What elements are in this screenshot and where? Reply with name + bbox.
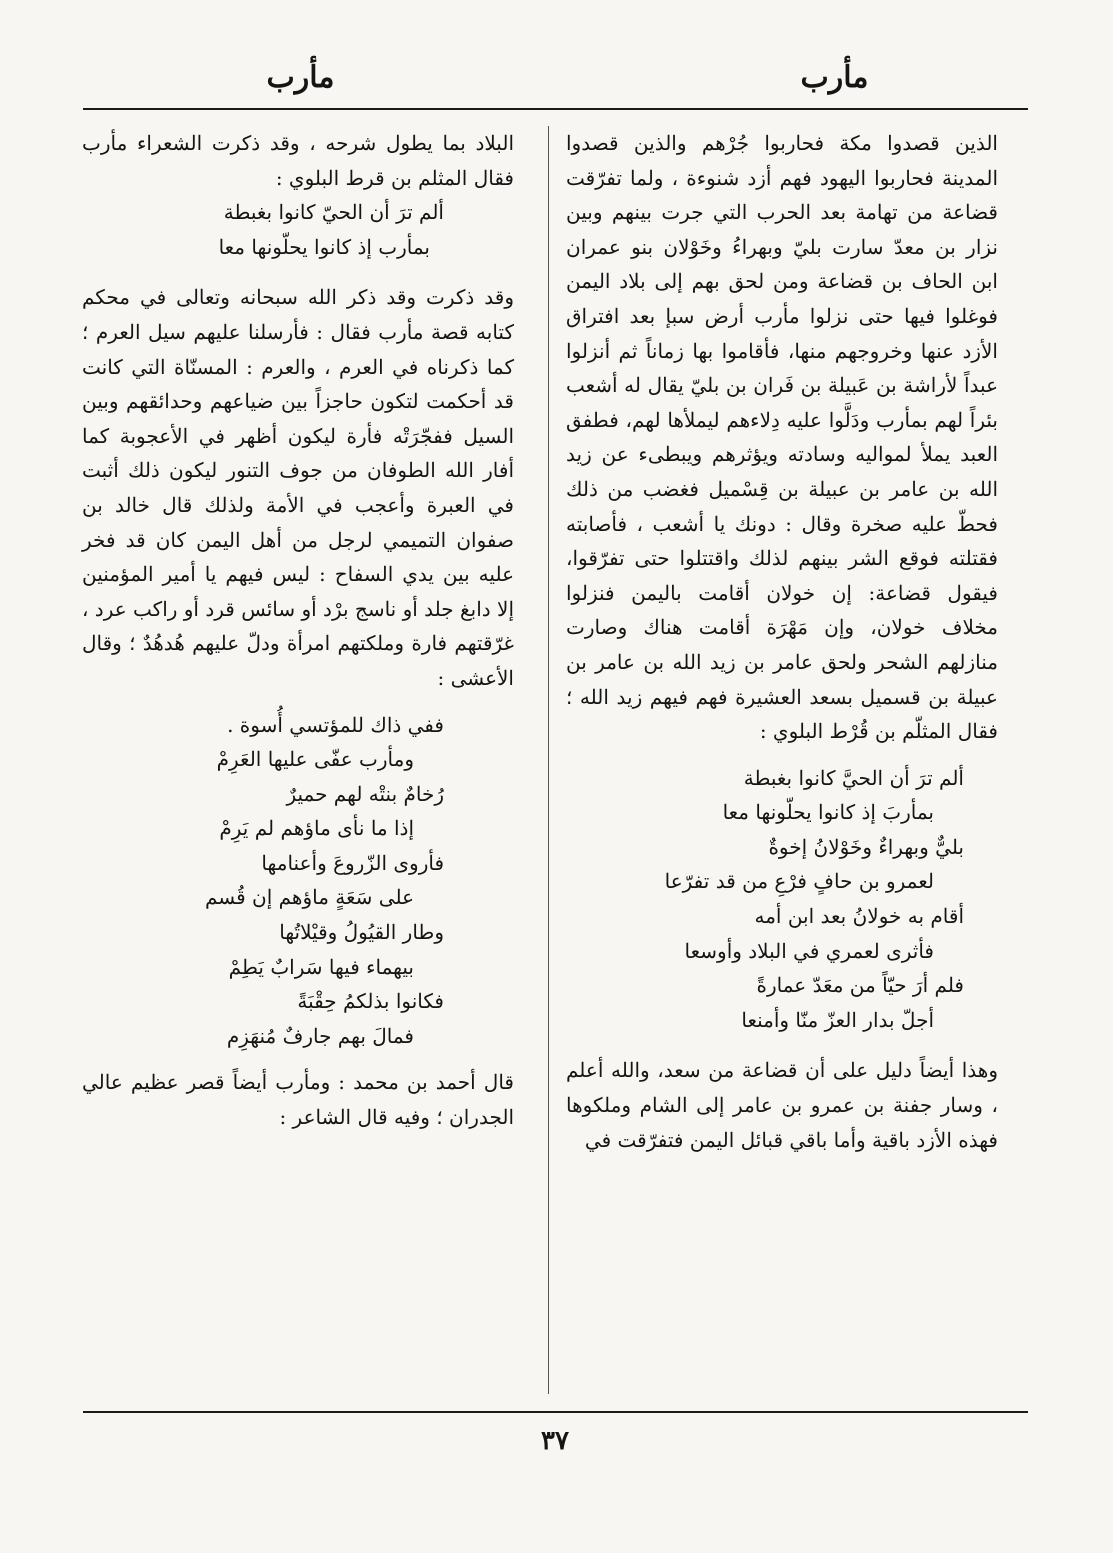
poem-hemistich: على سَعَةٍ ماؤهم إن قُسم <box>204 885 414 910</box>
poem-hemistich: وطار القيُولُ وقيْلاتُها <box>279 920 444 945</box>
poem-hemistich: فأروى الزّروعَ وأعنامها <box>261 850 444 875</box>
header-rule <box>83 108 1028 110</box>
verse-hemistich: بمأربَ إذ كانوا يحلّونها معا <box>722 800 934 825</box>
poem-hemistich: فكانوا بذلكمُ حِقْبَةً <box>297 989 444 1014</box>
poem-hemistich: ففي ذاك للمؤتسي أُسوة . <box>227 712 444 737</box>
column-divider <box>548 126 549 1394</box>
right-verse-block <box>566 761 998 1038</box>
verse-hemistich: أقام به خولانُ بعد ابن أمه <box>754 904 964 929</box>
left-paragraph-3: قال أحمد بن محمد : ومأرب أيضاً قصر عظيم عالي الجدران ؛ وفيه قال الشاعر : <box>82 1070 514 1130</box>
poem-hemistich: ومأرب عفّى عليها العَرِمْ <box>216 747 414 772</box>
verse-hemistich: ألم ترَ أن الحيّ كانوا بغبطة <box>223 200 444 225</box>
running-head-right: مأرب <box>800 60 869 95</box>
left-verse-block <box>82 195 514 264</box>
left-paragraph-2: وقد ذكرت وقد ذكر الله سبحانه وتعالى في محكم كتابه قصة مأرب فقال : فأرسلنا عليهم سيل العرم ؛ كما ذكرناه في العرم ، والعرم : المسنّاة التي كانت قد أحكمت لتكون حاجزاً بين ضياعهم وحدائقهم وبين السيل ففجّرَتْه فأرة ليكون أظهر في الأعجوبة كما أفار الله الطوفان من جوف التنور ليكون ذلك أثبت في العبرة وأعجب في الأمة ولذلك قال خالد بن صفوان التميمي لرجل من أهل اليمن كان قد فخر عليه بين يدي السفاح : ليس فيهم يا أمير المؤمنين إلا دابغ جلد أو ناسج برْد أو سائس قرد أو راكب عرد ، غرّقتهم فارة وملكتهم امرأة ودلّ عليهم هُدهُدٌ ؛ وقال الأعشى : <box>81 285 514 690</box>
verse-hemistich: أجلّ بدار العزّ منّا وأمنعا <box>741 1007 934 1032</box>
page-number: ٣٧ <box>541 1426 569 1456</box>
right-paragraph-2: وهذا أيضاً دليل على أن قضاعة من سعد، والله أعلم ، وسار جفنة بن عمرو بن عامر إلى الشام وملكوها فهذه الأزد باقية وأما باقي قبائل اليمن فتفرّقت في <box>566 1058 998 1152</box>
right-paragraph-1: الذين قصدوا مكة فحاربوا جُرْهم والذين قصدوا المدينة فحاربوا اليهود فهم أزد شنوءة ، ولما تفرّقت قضاعة من تهامة بعد الحرب التي جرت بينهم وبين نزار بن معدّ سارت بليّ وبهراءُ وخَوْلان بنو عمران ابن الحاف بن قضاعة ومن لحق بهم إلى بلاد اليمن فوغلوا فيها حتى نزلوا مأرب أرض سبإ بعد افتراق الأزد عنها وخروجهم منها، فأقاموا بها زماناً ثم أنزلوا عبداً لأراشة بن عَبيلة بن فَران بن بليّ يقال له أشعب بئراً لهم بمأرب ودَلَّوا عليه دِلاءهم ليملأها لهم، فطفق العبد يملأ لمواليه وسادته ويؤثرهم ويبطىء عن زيد الله بن عامر بن عبيلة بن قِسْميل فغضب من ذلك فحطّ عليه صخرة وقال : دونك يا أشعب ، فأصابته فقتلته فوقع الشر بينهم لذلك واقتتلوا حتى تفرّقوا، فيقول قضاعة: إن خولان أقامت باليمن فنزلوا مخلاف خولان، وإن مَهْرَة أقامت هناك وصارت منازلهم الشحر ولحق عامر بن زيد الله بن عامر بن عبيلة بن قسميل بسعد العشيرة فهم فيهم زيد الله ؛ فقال المثلّم بن قُرْط البلوي : <box>566 131 998 744</box>
poem-hemistich: إذا ما نأى ماؤهم لم يَرِمْ <box>219 816 414 841</box>
verse-hemistich: ألم ترَ أن الحيَّ كانوا بغبطة <box>743 765 964 790</box>
verse-hemistich: بمأرب إذ كانوا يحلّونها معا <box>218 234 430 259</box>
running-head-left: مأرب <box>266 60 335 95</box>
footer-rule <box>83 1411 1028 1413</box>
verse-hemistich: بليٌّ وبهراءٌ وخَوْلانُ إخوةٌ <box>768 834 964 859</box>
poem-hemistich: فمالَ بهم جارفٌ مُنهَزِم <box>226 1023 414 1048</box>
left-paragraph-1: البلاد بما يطول شرحه ، وقد ذكرت الشعراء مأرب فقال المثلم بن قرط البلوي : <box>82 131 514 190</box>
verse-hemistich: فلم أرَ حيّاً من معَدّ عمارةً <box>756 973 964 998</box>
left-poem-block <box>82 708 514 1054</box>
poem-hemistich: بيهماء فيها سَرابٌ يَطِمْ <box>228 954 414 979</box>
left-column <box>82 126 514 1135</box>
poem-hemistich: رُخامٌ بنتْه لهم حميرٌ <box>286 781 444 806</box>
verse-hemistich: فأثرى لعمري في البلاد وأوسعا <box>684 938 934 963</box>
verse-hemistich: لعمرو بن حافٍ فرْعِ من قد تفرّعا <box>664 869 934 894</box>
right-column <box>566 126 998 1157</box>
